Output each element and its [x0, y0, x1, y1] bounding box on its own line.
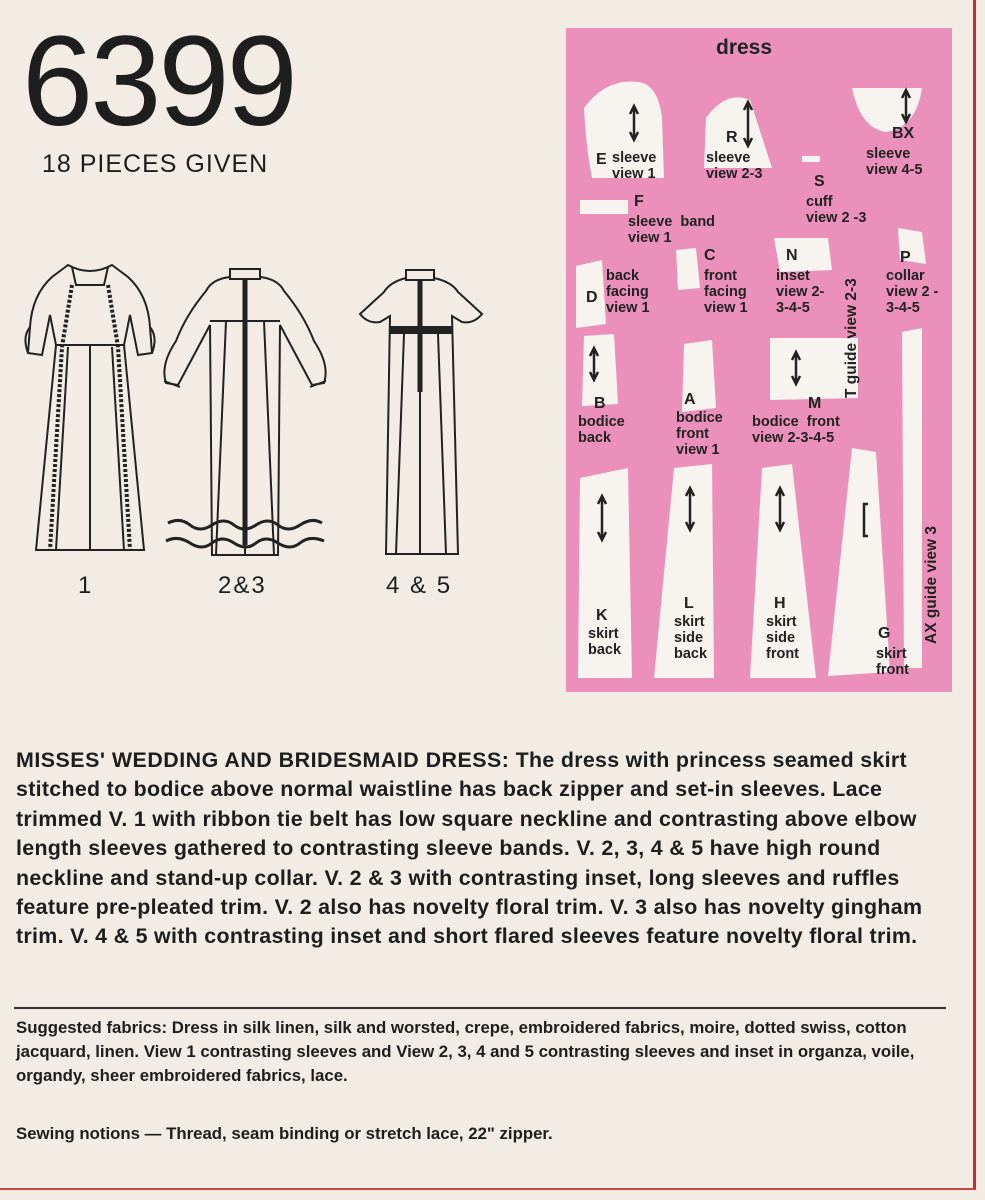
pattern-number: 6399 [22, 10, 295, 153]
pieces-given: 18 PIECES GIVEN [42, 150, 269, 178]
piece-letter-l: L [684, 595, 694, 612]
pattern-pieces-panel [566, 28, 952, 692]
description-heading: MISSES' WEDDING AND BRIDESMAID DRESS: [16, 748, 510, 772]
view-label-4-5: 4 & 5 [386, 572, 453, 599]
dress-view-1-illustration [20, 255, 160, 560]
piece-name-a: bodice front view 1 [676, 410, 723, 458]
piece-name-g: skirt front [876, 646, 910, 678]
description-text: The dress with princess seamed skirt stitched to bodice above normal waistline has back zipper and set-in sleeves. Lace trimmed V. 1 with ribbon tie belt has low square neckline and contrasting above elbow length sleeves gathered to contrasting sleeve bands. V. 2, 3, 4 & 5 have high round neckline and stand-up collar. V. 2 & 3 with contrasting inset, long sleeves and ruffles feature pre-pleated trim. V. 2 also has novelty floral trim. V. 3 also has novelty gingham trim. V. 4 & 5 with contrasting inset and short flared sleeves feature novelty floral trim. [16, 748, 923, 949]
piece-name-h: skirt side front [766, 614, 800, 662]
piece-name-f: sleeve band view 1 [628, 214, 716, 246]
piece-letter-m: M [808, 395, 822, 412]
piece-letter-c: C [704, 247, 716, 264]
piece-name-m: bodice front view 2-3-4-5 [752, 414, 840, 446]
piece-letter-h: H [774, 595, 786, 612]
piece-letter-e: E [596, 151, 607, 168]
panel-title: dress [716, 36, 773, 59]
piece-name-s: cuff view 2 -3 [806, 194, 867, 226]
piece-name-k: skirt back [588, 626, 622, 658]
piece-letter-bx: BX [892, 125, 915, 142]
piece-letter-n: N [786, 247, 798, 264]
guide-t-label: T guide view 2-3 [843, 278, 860, 398]
piece-letter-p: P [900, 249, 911, 266]
notions-text: — Thread, seam binding or stretch lace, 22" zipper. [140, 1124, 553, 1143]
piece-letter-r: R [726, 129, 738, 146]
sewing-notions [16, 1124, 553, 1144]
piece-name-p: collar view 2 - 3-4-5 [886, 268, 939, 316]
dress-view-2-3-illustration [150, 255, 340, 560]
piece-letter-g: G [878, 625, 891, 642]
guide-ax-label: AX guide view 3 [923, 525, 940, 644]
piece-letter-k: K [596, 607, 608, 624]
piece-name-e: sleeve view 1 [612, 150, 657, 182]
view-label-2-3: 2&3 [218, 572, 267, 599]
piece-letter-d: D [586, 289, 598, 306]
piece-name-n: inset view 2- 3-4-5 [776, 268, 825, 316]
divider [14, 1007, 946, 1009]
piece-name-d: back facing view 1 [606, 268, 650, 316]
notions-label: Sewing notions [16, 1124, 140, 1143]
fabrics-label: Suggested fabrics: [16, 1018, 168, 1037]
piece-name-b: bodice back [578, 414, 625, 446]
fabrics-text: Dress in silk linen, silk and worsted, crepe, embroidered fabrics, moire, dotted swiss, cotton jacquard, linen. View 1 contrasting sleeves and View 2, 3, 4 and 5 contrasting sleeves and inset in organza, voile, organdy, sheer embroidered fabrics, lace. [16, 1018, 915, 1085]
suggested-fabrics [16, 1016, 946, 1087]
pattern-description [16, 746, 946, 952]
piece-name-r: sleeve view 2-3 [706, 150, 763, 182]
piece-name-bx: sleeve view 4-5 [866, 146, 923, 178]
piece-letter-a: A [684, 391, 696, 408]
piece-letter-b: B [594, 395, 606, 412]
piece-letter-s: S [814, 173, 825, 190]
view-label-1: 1 [78, 572, 94, 599]
piece-name-l: skirt side back [674, 614, 708, 662]
piece-letter-f: F [634, 193, 644, 210]
piece-name-c: front facing view 1 [704, 268, 748, 316]
dress-view-4-5-illustration [350, 262, 490, 562]
